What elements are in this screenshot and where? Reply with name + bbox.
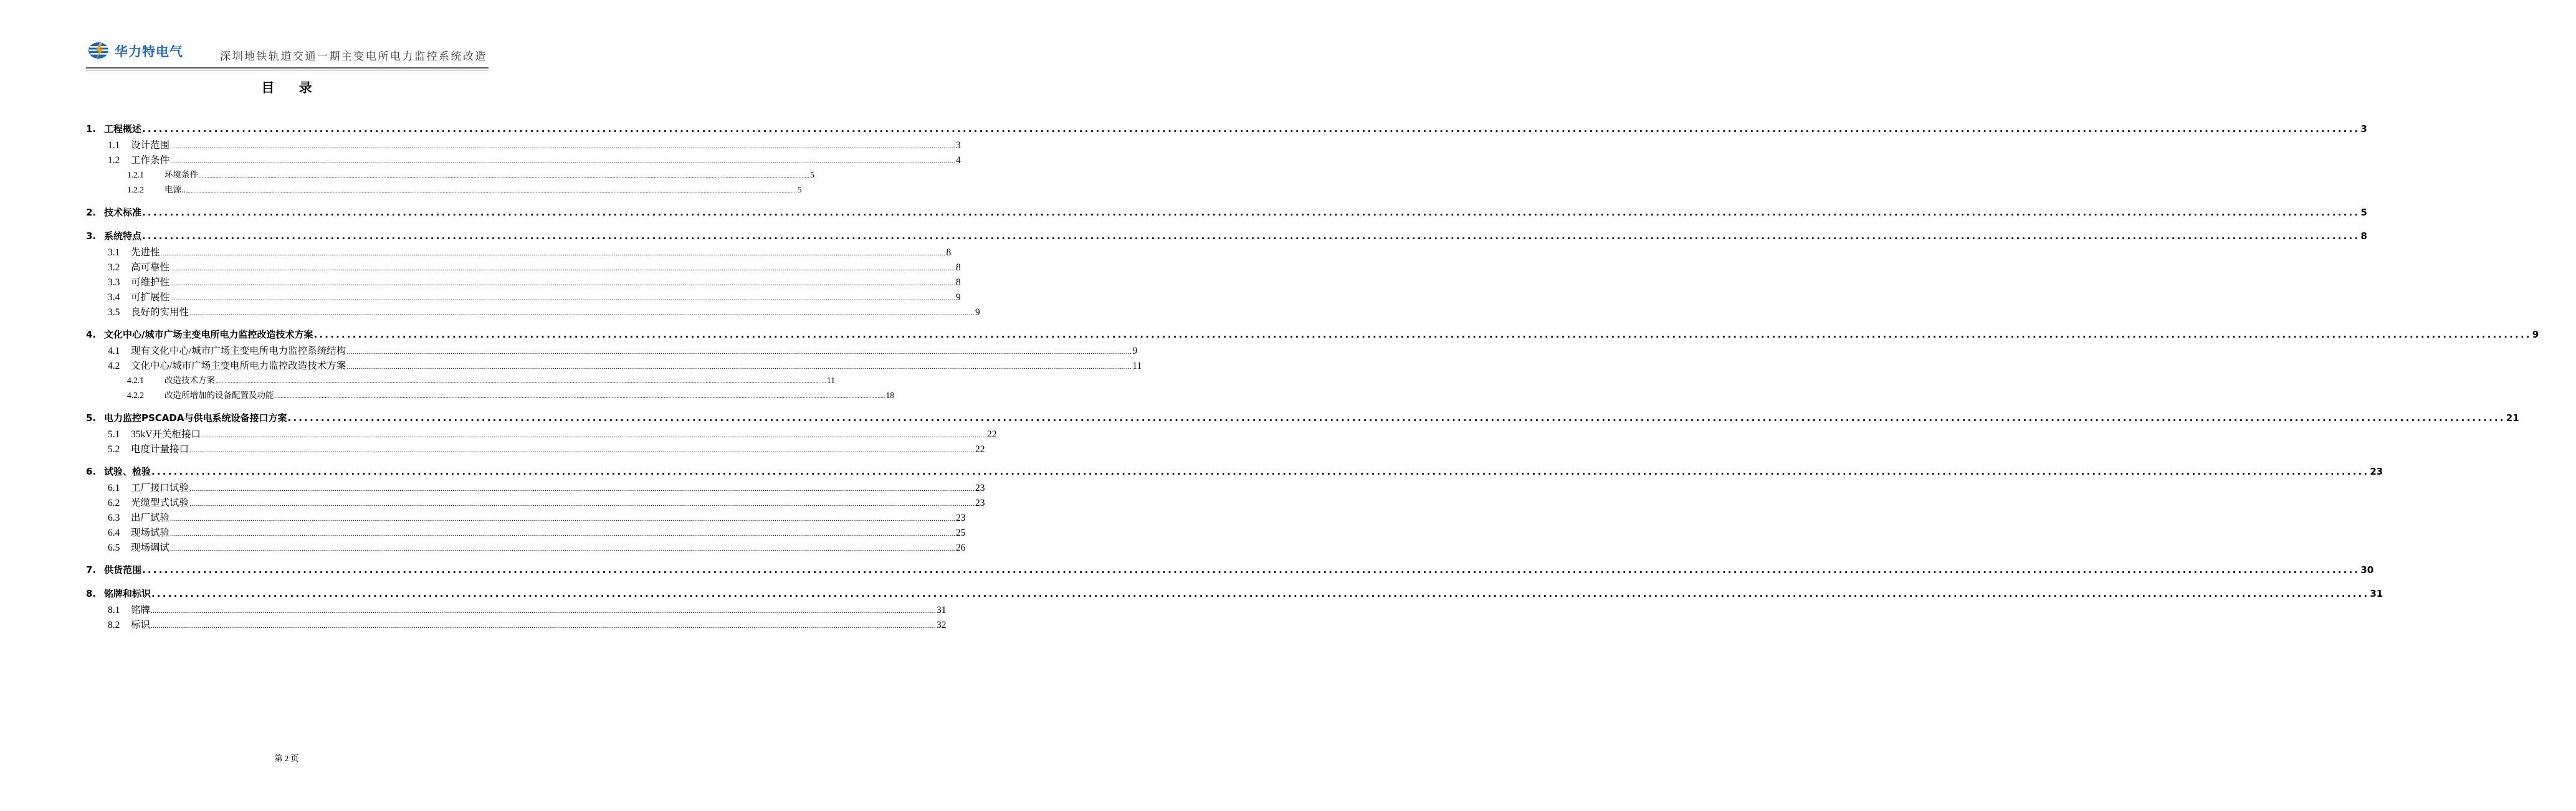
toc-leader-dots: ................................................................................................................................................................................................................................................................................................................................................................................................................ — [189, 310, 975, 317]
company-name: 华力特电气 — [115, 44, 183, 59]
table-of-contents — [86, 122, 2539, 632]
toc-entry-page: 23 — [2370, 466, 2383, 477]
toc-entry-title: 技术标准 — [104, 207, 142, 218]
project-title: 深圳地铁轨道交通一期主变电所电力监控系统改造 — [220, 50, 487, 62]
toc-entry-number: 6.5 — [108, 543, 120, 553]
page-number: 第 2 页 — [274, 754, 299, 763]
toc-entry-title: 电度计量接口 — [131, 444, 189, 455]
toc-entry-page: 8 — [956, 277, 961, 288]
toc-leader-dots: ................................................................................................................................................................................................................................................................................................................................................................................................................ — [151, 466, 2370, 477]
toc-entry-number: 8.1 — [108, 605, 120, 615]
toc-entry-number: 1.2.2 — [127, 185, 144, 194]
toc-entry-page: 4 — [956, 155, 961, 166]
toc-entry[interactable] — [86, 510, 966, 525]
toc-leader-dots: ................................................................................................................................................................................................................................................................................................................................................................................................................ — [346, 363, 1132, 371]
toc-entry-number: 1.1 — [108, 140, 120, 151]
toc-leader-dots: ................................................................................................................................................................................................................................................................................................................................................................................................................ — [160, 250, 946, 257]
toc-entry-page: 30 — [2360, 564, 2374, 576]
toc-entry[interactable] — [86, 525, 966, 540]
toc-entry[interactable] — [86, 480, 985, 495]
toc-entry-title: 工厂接口试验 — [131, 483, 189, 493]
toc-entry-title: 先进性 — [131, 247, 160, 258]
toc-entry[interactable] — [86, 388, 894, 403]
toc-entry-page: 3 — [956, 140, 961, 151]
toc-entry-number: 6. — [86, 466, 97, 477]
toc-entry-number: 6.3 — [108, 513, 120, 523]
toc-entry-page: 8 — [956, 262, 961, 273]
toc-title: 目 录 — [261, 80, 322, 95]
toc-entry-title: 良好的实用性 — [131, 307, 189, 318]
toc-entry-page: 23 — [975, 483, 985, 493]
toc-leader-dots: ................................................................................................................................................................................................................................................................................................................................................................................................................ — [186, 187, 797, 194]
toc-leader-dots: ................................................................................................................................................................................................................................................................................................................................................................................................................ — [142, 230, 2360, 242]
toc-entry-number: 1.2.1 — [127, 170, 144, 179]
toc-entry-title: 标识 — [131, 620, 151, 630]
toc-entry-number: 5.2 — [108, 444, 120, 455]
toc-entry-title: 文化中心/城市广场主变电所电力监控改造技术方案 — [131, 361, 346, 371]
page-header — [86, 39, 489, 70]
toc-entry[interactable] — [86, 442, 985, 457]
toc-entry-title: 供货范围 — [104, 564, 142, 576]
toc-entry-title: 环境条件 — [165, 170, 198, 179]
toc-entry-number: 6.4 — [108, 528, 120, 538]
toc-entry[interactable] — [86, 465, 2383, 480]
toc-entry-title: 可维护性 — [131, 277, 170, 288]
toc-entry[interactable] — [86, 183, 802, 197]
toc-entry-number: 4. — [86, 329, 97, 340]
toc-entry[interactable] — [86, 343, 1138, 358]
toc-leader-dots: ................................................................................................................................................................................................................................................................................................................................................................................................................ — [201, 432, 986, 439]
toc-entry-page: 31 — [937, 605, 947, 615]
toc-entry-page: 8 — [2360, 230, 2367, 242]
toc-entry[interactable] — [86, 563, 2374, 579]
toc-leader-dots: ................................................................................................................................................................................................................................................................................................................................................................................................................ — [216, 378, 826, 384]
toc-entry-title: 文化中心/城市广场主变电所电力监控改造技术方案 — [104, 329, 313, 340]
toc-entry-title: 铭牌和标识 — [104, 588, 151, 599]
toc-entry-title: 改造所增加的设备配置及功能 — [165, 391, 274, 400]
toc-entry-page: 5 — [2360, 207, 2367, 218]
toc-entry-title: 现场试验 — [131, 528, 170, 538]
toc-leader-dots: ................................................................................................................................................................................................................................................................................................................................................................................................................ — [151, 622, 937, 630]
logo-icon — [87, 41, 112, 60]
toc-entry[interactable] — [86, 540, 966, 555]
toc-entry-title: 高可靠性 — [131, 262, 170, 273]
toc-entry-title: 现场调试 — [131, 543, 170, 553]
toc-leader-dots: ................................................................................................................................................................................................................................................................................................................................................................................................................ — [170, 143, 956, 150]
toc-entry-page: 8 — [946, 247, 952, 258]
toc-entry-number: 1.2 — [108, 155, 120, 166]
toc-leader-dots: ................................................................................................................................................................................................................................................................................................................................................................................................................ — [142, 123, 2360, 135]
toc-entry[interactable] — [86, 358, 1142, 373]
toc-entry[interactable] — [86, 260, 961, 275]
toc-leader-dots: ................................................................................................................................................................................................................................................................................................................................................................................................................ — [313, 329, 2532, 340]
toc-leader-dots: ................................................................................................................................................................................................................................................................................................................................................................................................................ — [142, 207, 2360, 218]
toc-entry[interactable] — [86, 138, 961, 153]
toc-leader-dots: ................................................................................................................................................................................................................................................................................................................................................................................................................ — [189, 500, 975, 508]
toc-entry-page: 21 — [2506, 412, 2519, 424]
toc-entry-page: 22 — [975, 444, 985, 455]
toc-entry-page: 11 — [827, 376, 835, 385]
toc-entry-title: 系统特点 — [104, 230, 142, 242]
toc-entry[interactable] — [86, 122, 2367, 138]
toc-entry[interactable] — [86, 587, 2383, 602]
toc-leader-dots: ................................................................................................................................................................................................................................................................................................................................................................................................................ — [170, 265, 956, 272]
toc-entry-page: 5 — [797, 185, 802, 194]
toc-entry-number: 3. — [86, 230, 97, 242]
toc-entry-title: 35kV开关柜接口 — [131, 429, 201, 440]
toc-entry[interactable] — [86, 602, 947, 617]
toc-entry[interactable] — [86, 373, 835, 388]
toc-entry[interactable] — [86, 427, 997, 442]
toc-entry[interactable] — [86, 411, 2519, 427]
toc-entry[interactable] — [86, 229, 2367, 245]
toc-entry-number: 3.1 — [108, 247, 120, 258]
toc-leader-dots: ................................................................................................................................................................................................................................................................................................................................................................................................................ — [189, 447, 975, 454]
toc-entry-title: 改造技术方案 — [165, 376, 215, 385]
toc-entry[interactable] — [86, 290, 961, 305]
toc-entry-number: 3.3 — [108, 277, 120, 288]
toc-entry-number: 1. — [86, 123, 97, 135]
toc-entry-page: 9 — [2532, 329, 2539, 340]
toc-leader-dots: ................................................................................................................................................................................................................................................................................................................................................................................................................ — [170, 545, 956, 553]
toc-leader-dots: ................................................................................................................................................................................................................................................................................................................................................................................................................ — [346, 348, 1132, 356]
toc-entry-number: 8. — [86, 588, 97, 599]
toc-entry-number: 3.4 — [108, 292, 120, 303]
toc-entry-number: 4.2 — [108, 361, 120, 371]
toc-entry-page: 9 — [975, 307, 980, 318]
toc-entry-number: 4.1 — [108, 346, 120, 356]
toc-entry-title: 电力监控PSCADA与供电系统设备接口方案 — [104, 412, 287, 424]
toc-entry-page: 25 — [956, 528, 966, 538]
toc-leader-dots: ................................................................................................................................................................................................................................................................................................................................................................................................................ — [189, 485, 975, 493]
header-rule — [86, 67, 489, 69]
toc-entry-title: 电源.. — [165, 185, 186, 194]
toc-entry[interactable] — [86, 328, 2539, 343]
toc-entry-page: 23 — [956, 513, 966, 523]
toc-entry-number: 8.2 — [108, 620, 120, 630]
toc-entry-number: 4.2.1 — [127, 376, 144, 385]
toc-entry-number: 6.1 — [108, 483, 120, 493]
toc-entry-title: 工程概述 — [104, 123, 142, 135]
toc-leader-dots: ................................................................................................................................................................................................................................................................................................................................................................................................................ — [142, 564, 2360, 576]
company-logo — [86, 40, 186, 61]
toc-entry-page: 9 — [956, 292, 961, 303]
toc-entry-number: 5. — [86, 412, 97, 424]
toc-leader-dots: ................................................................................................................................................................................................................................................................................................................................................................................................................ — [274, 393, 885, 399]
toc-entry-title: 试验、检验 — [104, 466, 151, 477]
toc-entry-title: 光缆型式试验 — [131, 498, 189, 508]
toc-entry[interactable] — [86, 168, 814, 183]
toc-entry-number: 4.2.2 — [127, 391, 144, 400]
toc-entry[interactable] — [86, 305, 980, 320]
toc-entry-page: 18 — [885, 391, 894, 400]
toc-entry-page: 26 — [956, 543, 966, 553]
toc-leader-dots: ................................................................................................................................................................................................................................................................................................................................................................................................................ — [287, 412, 2506, 424]
toc-leader-dots: ................................................................................................................................................................................................................................................................................................................................................................................................................ — [170, 280, 956, 287]
toc-entry[interactable] — [86, 245, 952, 260]
toc-entry-page: 11 — [1132, 361, 1142, 371]
toc-entry-page: 31 — [2370, 588, 2383, 599]
toc-entry-page: 5 — [810, 170, 814, 179]
toc-entry-title: 现有文化中心/城市广场主变电所电力监控系统结构 — [131, 346, 346, 356]
toc-leader-dots: ................................................................................................................................................................................................................................................................................................................................................................................................................ — [170, 295, 956, 302]
toc-entry-number: 3.5 — [108, 307, 120, 318]
toc-entry-number: 2. — [86, 207, 97, 218]
toc-leader-dots: ................................................................................................................................................................................................................................................................................................................................................................................................................ — [170, 158, 956, 165]
toc-entry-title: 设计范围 — [131, 140, 170, 151]
toc-entry-title: 出厂试验 — [131, 513, 170, 523]
toc-entry-number: 5.1 — [108, 429, 120, 440]
toc-leader-dots: ................................................................................................................................................................................................................................................................................................................................................................................................................ — [199, 173, 809, 179]
toc-entry[interactable] — [86, 153, 961, 168]
toc-entry-number: 6.2 — [108, 498, 120, 508]
toc-entry[interactable] — [86, 275, 961, 290]
toc-leader-dots: ................................................................................................................................................................................................................................................................................................................................................................................................................ — [151, 607, 937, 615]
toc-entry[interactable] — [86, 617, 947, 632]
toc-entry-title: 铭牌 — [131, 605, 151, 615]
toc-entry-page: 32 — [937, 620, 947, 630]
toc-leader-dots: ................................................................................................................................................................................................................................................................................................................................................................................................................ — [151, 588, 2370, 599]
toc-entry-page: 9 — [1132, 346, 1138, 356]
toc-entry-page: 23 — [975, 498, 985, 508]
toc-entry-number: 7. — [86, 564, 97, 576]
toc-leader-dots: ................................................................................................................................................................................................................................................................................................................................................................................................................ — [170, 515, 956, 523]
toc-entry-number: 3.2 — [108, 262, 120, 273]
toc-entry[interactable] — [86, 495, 985, 510]
toc-leader-dots: ................................................................................................................................................................................................................................................................................................................................................................................................................ — [170, 530, 956, 538]
toc-entry-page: 22 — [986, 429, 997, 440]
toc-entry-title: 可扩展性 — [131, 292, 170, 303]
toc-entry-page: 3 — [2360, 123, 2367, 135]
toc-entry-title: 工作条件 — [131, 155, 170, 166]
toc-entry[interactable] — [86, 206, 2367, 221]
